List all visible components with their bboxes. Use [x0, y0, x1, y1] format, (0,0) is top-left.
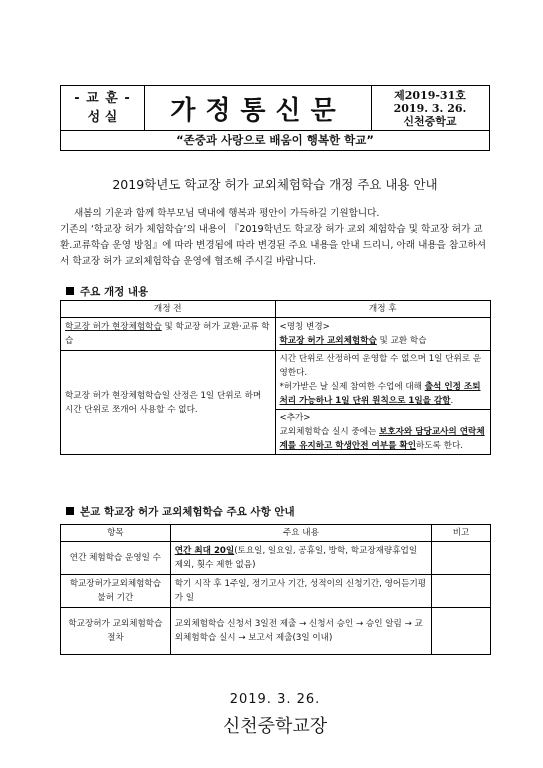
row2-after-note: *허가받은 날 실제 참여한 수업에 대해: [279, 382, 425, 392]
table-row: [61, 542, 491, 575]
section-2-title: 본교 학교장 허가 교외체험학습 주요 사항 안내: [80, 506, 295, 518]
motto-text: 성 실: [87, 110, 118, 125]
item-cell: 학교장허가교외체험학습 불허 기간: [61, 575, 171, 608]
table-row: [61, 351, 491, 410]
document-title: 2019학년도 학교장 허가 교외체험학습 개정 주요 내용 안내: [112, 177, 438, 192]
content-cell: [170, 542, 431, 575]
issue-date: 2019. 3. 26.: [393, 102, 467, 115]
item-cell: 학교장허가 교외체험학습 절차: [61, 608, 171, 655]
table-row: [61, 575, 491, 608]
school-slogan: “존중과 사랑으로 배움이 행복한 학교”: [176, 133, 374, 147]
school-name: 신천중학교: [403, 115, 457, 128]
row1-before-underlined: 학교장 허가 현장체험학습: [65, 322, 162, 332]
row3-after-end: 하도록 한다.: [416, 441, 463, 451]
signature-name: 신천중학교장: [222, 716, 328, 737]
note-cell: [432, 608, 491, 655]
row1-before-rest: 및 학교장 허가 교환·교류 학습: [65, 322, 270, 346]
item-cell: 연간 체험학습 운영일 수: [61, 542, 171, 575]
intro-paragraph-1: 새봄의 기운과 함께 학부모님 댁내에 행복과 평안이 가득하길 기원합니다.: [74, 208, 380, 219]
content-cell: 교외체험학습 신청서 3일전 제출 → 신청서 승인 → 승인 알림 → 교외체험학습 실시 → 보고서 제출(3일 이내): [170, 608, 431, 655]
school-motto: [61, 86, 145, 130]
col-item-header: 항목: [61, 525, 171, 542]
content-rest: (토요일, 일요일, 공휴일, 방학, 학교장재량휴업일 제외, 횟수 제한 없음): [174, 546, 418, 570]
intro-paragraph-2: 기존의 ‘학교장 허가 체험학습’의 내용이 『2019학년도 학교장 허가 교외 체험학습 및 학교장 허가 교환.교류학습 운영 방침』에 따라 변경됨에 따라 변경된 주요 내용을 안내 드리니, 아래 내용을 참고하셔서 학교장 허가 교외체험학습 운영에 협조해 주시길 바랍니다.: [60, 224, 487, 267]
col-note-header: 비고: [432, 525, 491, 542]
note-cell: [432, 542, 491, 575]
section-1-title: 주요 개정 내용: [80, 286, 149, 298]
content-underlined: 연간 최대 20일: [174, 546, 235, 556]
header-top-row: [61, 86, 489, 131]
row1-before-cell: [61, 318, 276, 351]
row2-after-cell: [275, 351, 491, 410]
motto-label: - 교 훈 -: [74, 91, 131, 106]
row3-after-cell: [275, 410, 491, 455]
table-header-row: [61, 525, 491, 542]
newsletter-header: [60, 85, 490, 151]
signature-date: 2019. 3. 26.: [229, 692, 321, 707]
row1-after-rest: 및 교환 학습: [376, 336, 427, 346]
table-row: [61, 608, 491, 655]
row1-after-cell: [275, 318, 491, 351]
revision-table: [60, 300, 491, 455]
row1-after-tag: <명칭 변경>: [279, 322, 330, 332]
row2-before-cell: 학교장 허가 현장체험학습일 산정은 1일 단위로 하며 시간 단위로 쪼개어 사용할 수 없다.: [61, 351, 276, 455]
row1-after-underlined: 학교장 허가 교외체험학습: [279, 336, 377, 346]
square-bullet-icon: [66, 287, 74, 295]
issue-number: 제2019-31호: [394, 89, 466, 102]
table-row: [61, 318, 491, 351]
col-content-header: 주요 내용: [170, 525, 431, 542]
col-before-header: 개정 전: [61, 301, 276, 318]
row2-after-end: .: [450, 396, 454, 406]
newsletter-title-text: 가정통신문: [170, 95, 346, 126]
newsletter-title: [145, 86, 372, 130]
content-cell: 학기 시작 후 1주일, 정기고사 기간, 성적이의 신청기간, 영어듣기평가 일: [170, 575, 431, 608]
row2-after-underlined: 출석 인정 조퇴 처리 가능하나 1일 단위 원칙으로 1일을 감함: [279, 382, 481, 406]
section-2-heading: [66, 504, 295, 519]
col-after-header: 개정 후: [275, 301, 491, 318]
issue-info: [371, 86, 489, 130]
intro-text: [60, 206, 492, 270]
row3-after-underlined: 보호자와 담당교사의 연락체계를 유지하고 학생안전 여부를 확인: [279, 427, 485, 451]
note-cell: [432, 575, 491, 608]
row2-after-line1: 시간 단위로 산정하여 운영할 수 없으며 1일 단위로 운영한다.: [279, 354, 482, 378]
guide-table: [60, 524, 491, 655]
table-header-row: [61, 301, 491, 318]
row3-after-tag: <추가>: [279, 413, 311, 423]
square-bullet-icon: [66, 507, 74, 515]
section-1-heading: [66, 284, 148, 299]
row3-after-start: 교외체험학습 실시 중에는: [279, 427, 380, 437]
